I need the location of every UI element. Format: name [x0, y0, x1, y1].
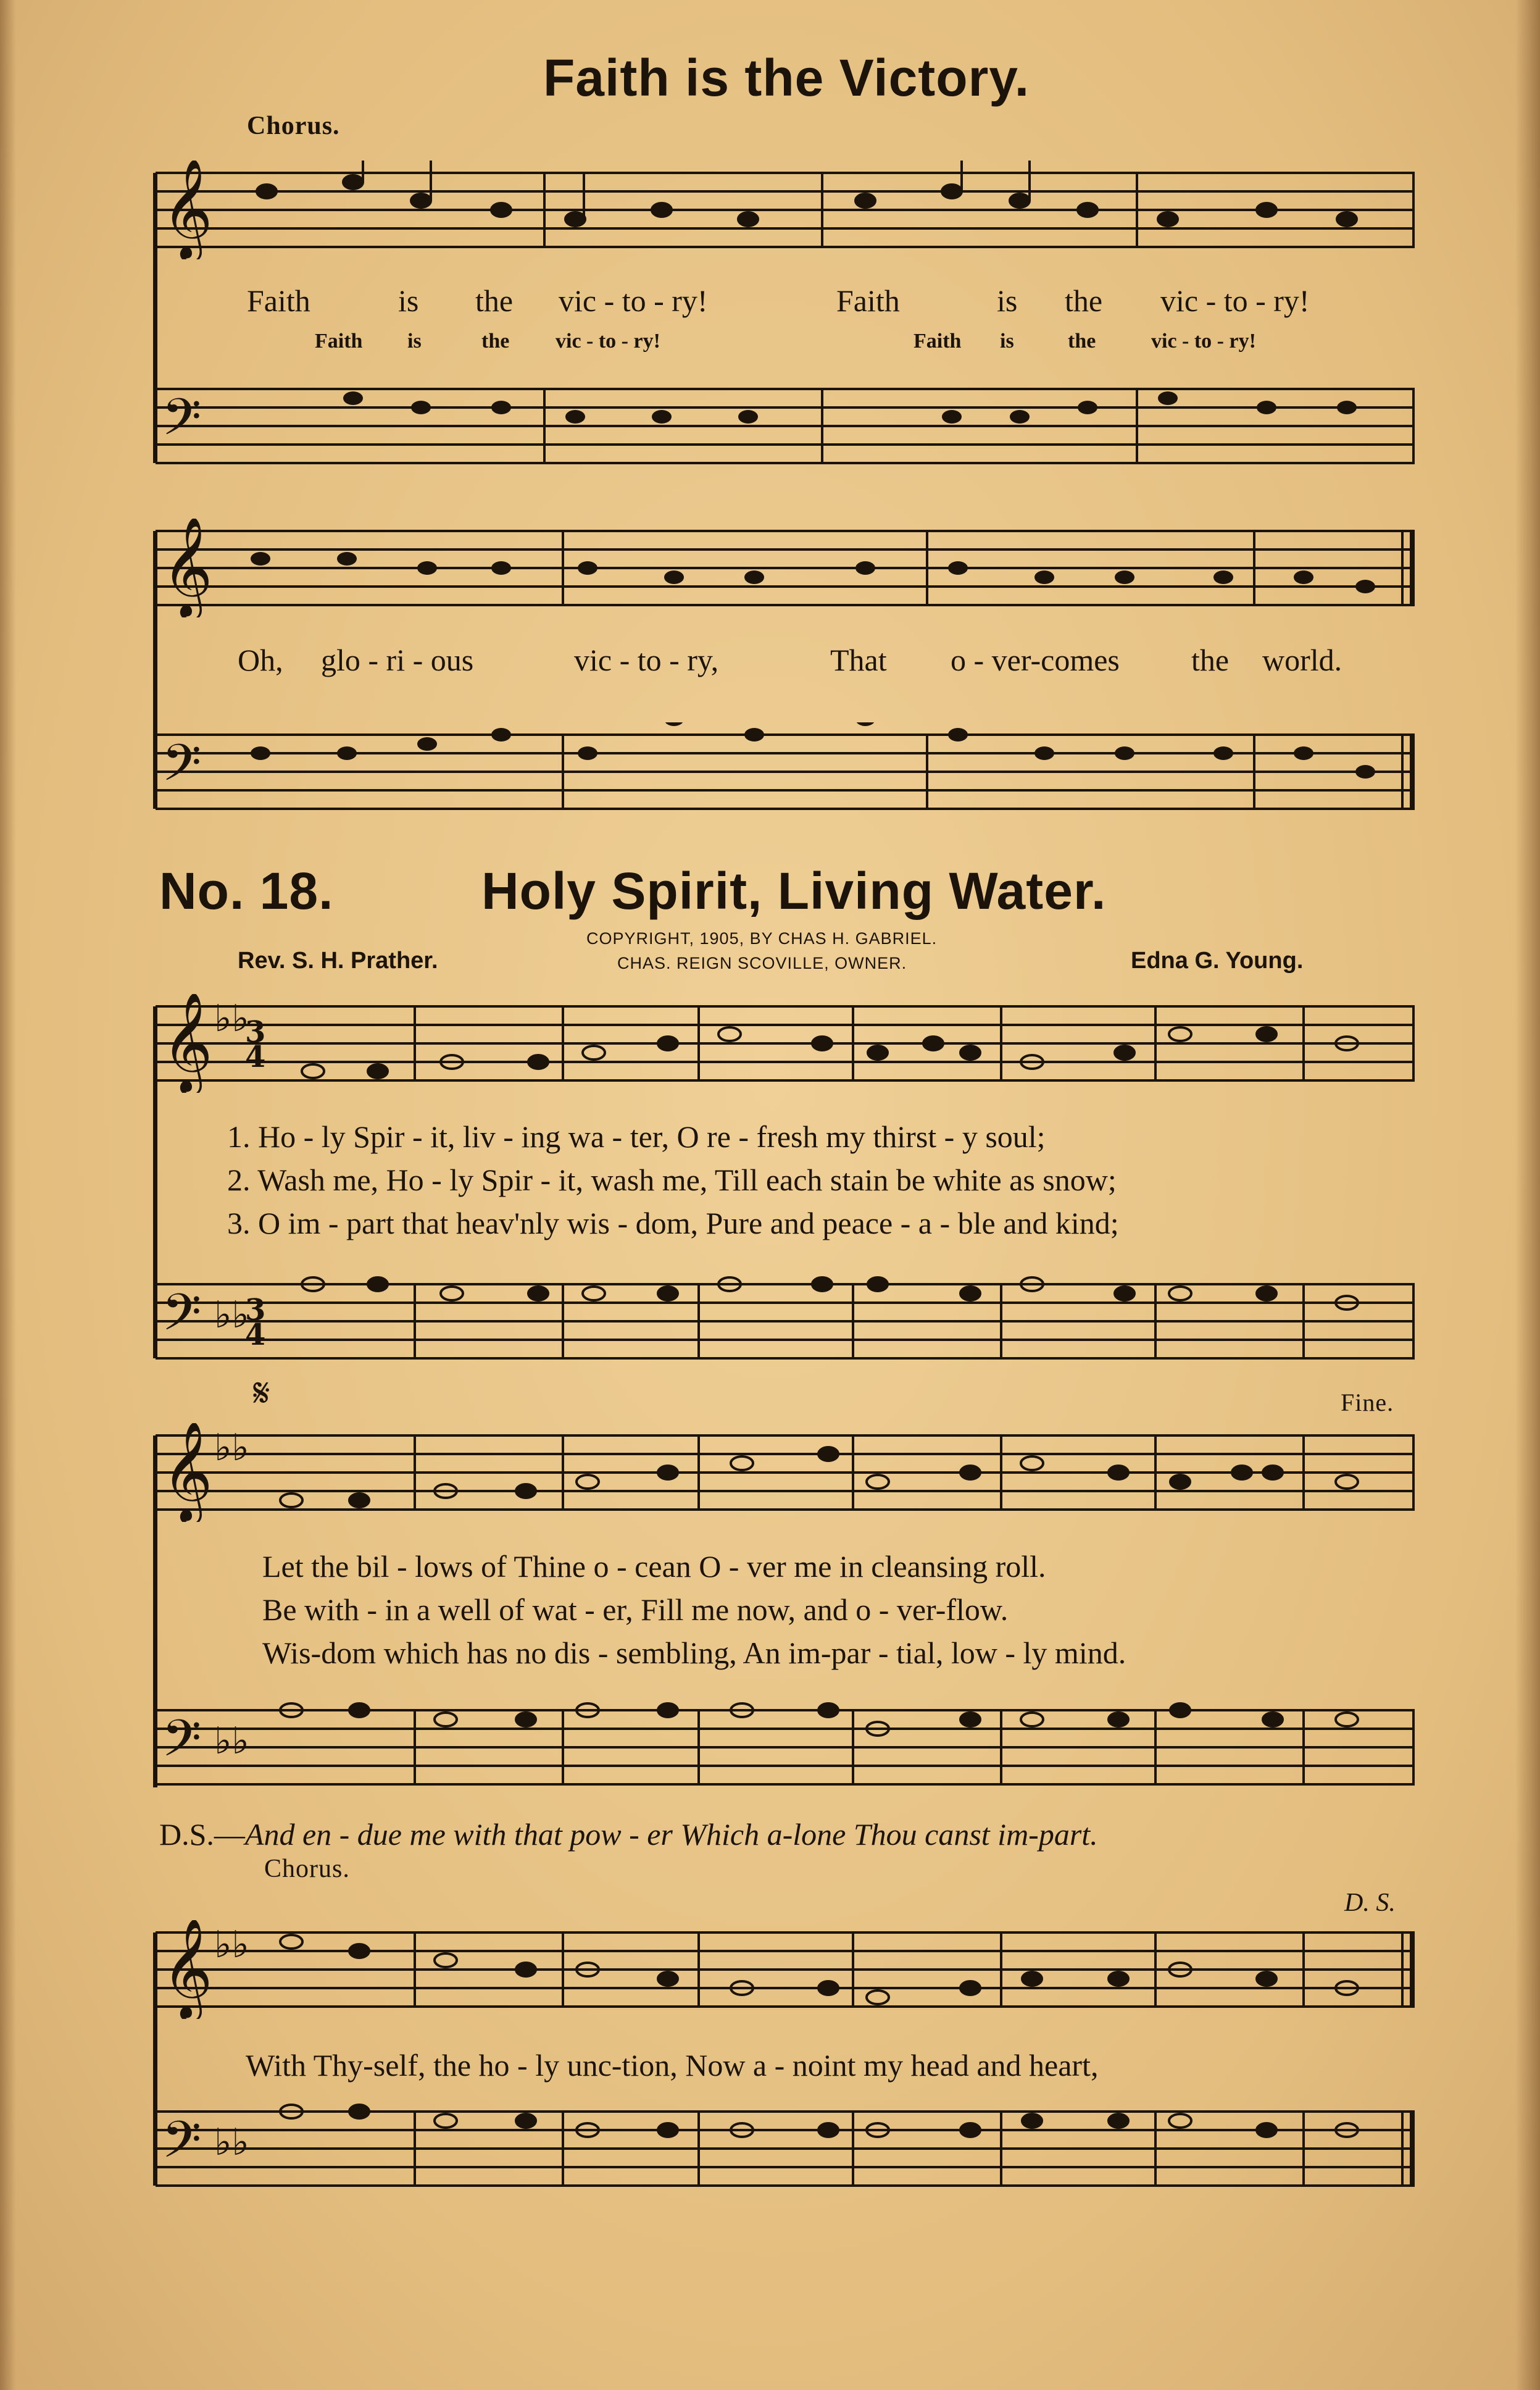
- svg-text:𝄢: 𝄢: [162, 387, 202, 459]
- song2-number: No. 18.: [159, 862, 334, 920]
- svg-text:♭♭: ♭♭: [214, 1426, 249, 1469]
- lyric-word: is: [398, 283, 419, 318]
- song2-verse2-a: 2. Wash me, Ho - ly Spir - it, wash me, Till each stain be white as snow;: [227, 1163, 1117, 1197]
- lyric-word: the: [481, 330, 510, 353]
- song2-verse2-b: Be with - in a well of wat - er, Fill me now, and o - ver-flow.: [262, 1592, 1009, 1627]
- lyric-word: vic - to - ry!: [559, 283, 708, 318]
- svg-text:♭♭: ♭♭: [214, 1293, 249, 1337]
- song1-chorus-label: Chorus.: [247, 112, 340, 140]
- song2-system1-bass-staff: [156, 1272, 1415, 1371]
- lyric-word: the: [1191, 643, 1230, 677]
- lyric-word: o - ver-comes: [951, 643, 1120, 677]
- song1-system2-brace: [153, 531, 157, 809]
- lyric-word: glo - ri - ous: [321, 643, 474, 677]
- lyric-word: That: [830, 643, 887, 677]
- svg-text:♭♭: ♭♭: [214, 997, 249, 1040]
- lyric-word: the: [1065, 283, 1103, 318]
- lyric-word: vic - to - ry!: [1160, 283, 1310, 318]
- svg-text:𝄞: 𝄞: [162, 994, 213, 1092]
- svg-text:𝄞: 𝄞: [162, 519, 213, 617]
- lyric-word: Faith: [315, 330, 363, 353]
- svg-text:𝄞: 𝄞: [162, 161, 213, 259]
- song1-title: Faith is the Victory.: [543, 49, 1030, 107]
- song2-copyright-line2: CHAS. REIGN SCOVILLE, OWNER.: [617, 954, 907, 972]
- song2-verse3-a: 3. O im - part that heav'nly wis - dom, Pure and peace - a - ble and kind;: [227, 1206, 1119, 1240]
- song1-system1-bass-staff: [156, 377, 1415, 475]
- song2-author: Rev. S. H. Prather.: [238, 948, 438, 974]
- lyric-word: is: [997, 283, 1018, 318]
- lyric-word: vic - to - ry!: [556, 330, 660, 353]
- song2-title: Holy Spirit, Living Water.: [481, 862, 1107, 920]
- lyric-word: Faith: [836, 283, 900, 318]
- song2-system2-treble-staff: [156, 1423, 1415, 1522]
- song2-system2-brace: [153, 1435, 157, 1787]
- lyric-word: world.: [1262, 643, 1342, 677]
- song2-system1-brace: [153, 1006, 157, 1358]
- svg-text:♭♭: ♭♭: [214, 2121, 249, 2164]
- lyric-word: Oh,: [238, 643, 283, 677]
- lyric-word: Faith: [914, 330, 962, 353]
- song2-verse1-b: Let the bil - lows of Thine o - cean O - ver me in cleansing roll.: [262, 1549, 1046, 1584]
- svg-text:𝄢: 𝄢: [162, 733, 202, 805]
- lyric-word: is: [1000, 330, 1014, 353]
- lyric-word: vic - to - ry,: [574, 643, 719, 677]
- ds-text: And en - due me with that pow - er Which a-lone Thou canst im-part.: [244, 1817, 1098, 1852]
- song2-system3-brace: [153, 1932, 157, 2186]
- song1-system1-brace: [153, 173, 157, 463]
- song2-verse3-b: Wis-dom which has no dis - sembling, An im-par - tial, low - ly mind.: [262, 1636, 1126, 1670]
- song2-composer: Edna G. Young.: [1131, 948, 1304, 974]
- song2-system1-treble-staff: [156, 994, 1415, 1093]
- song2-system2-bass-staff: [156, 1698, 1415, 1797]
- svg-text:4: 4: [245, 1040, 266, 1074]
- song1-system2-bass-staff: [156, 722, 1415, 821]
- svg-text:𝄞: 𝄞: [162, 1423, 213, 1521]
- svg-text:♭♭: ♭♭: [214, 1923, 249, 1966]
- svg-text:𝄢: 𝄢: [162, 1708, 202, 1781]
- song1-system1-notes-treble: [156, 161, 1415, 259]
- song2-ds-line: [159, 1816, 1098, 1852]
- svg-text:3: 3: [245, 1015, 266, 1050]
- lyric-word: is: [407, 330, 422, 353]
- lyric-word: the: [475, 283, 514, 318]
- song2-system3-bass-staff: [156, 2099, 1415, 2198]
- page-edge-right: [1515, 0, 1540, 2390]
- song2-chorus-label: Chorus.: [264, 1855, 350, 1883]
- svg-text:3: 3: [245, 1293, 266, 1327]
- svg-text:𝄢: 𝄢: [162, 1282, 202, 1355]
- song2-system3-treble-staff: [156, 1920, 1415, 2019]
- ds-label: D.S.—: [159, 1817, 245, 1852]
- svg-text:♭♭: ♭♭: [214, 1719, 249, 1763]
- song2-copyright-line1: COPYRIGHT, 1905, BY CHAS H. GABRIEL.: [586, 929, 938, 948]
- song2-chorus-lyric: With Thy-self, the ho - ly unc-tion, Now a - noint my head and heart,: [246, 2048, 1099, 2083]
- svg-text:𝄞: 𝄞: [162, 1920, 213, 2018]
- song2-ds-mark: D. S.: [1344, 1889, 1396, 1917]
- song2-verse1-a: 1. Ho - ly Spir - it, liv - ing wa - ter, O re - fresh my thirst - y soul;: [227, 1119, 1046, 1154]
- song1-system2-treble-staff: [156, 519, 1415, 617]
- svg-text:4: 4: [245, 1318, 266, 1352]
- lyric-word: Faith: [247, 283, 310, 318]
- lyric-word: vic - to - ry!: [1151, 330, 1256, 353]
- lyric-word: the: [1068, 330, 1096, 353]
- page-edge-left: [0, 0, 16, 2390]
- song2-fine: Fine.: [1341, 1389, 1394, 1416]
- song2-segno: 𝄋: [253, 1371, 270, 1416]
- svg-text:𝄢: 𝄢: [162, 2110, 202, 2182]
